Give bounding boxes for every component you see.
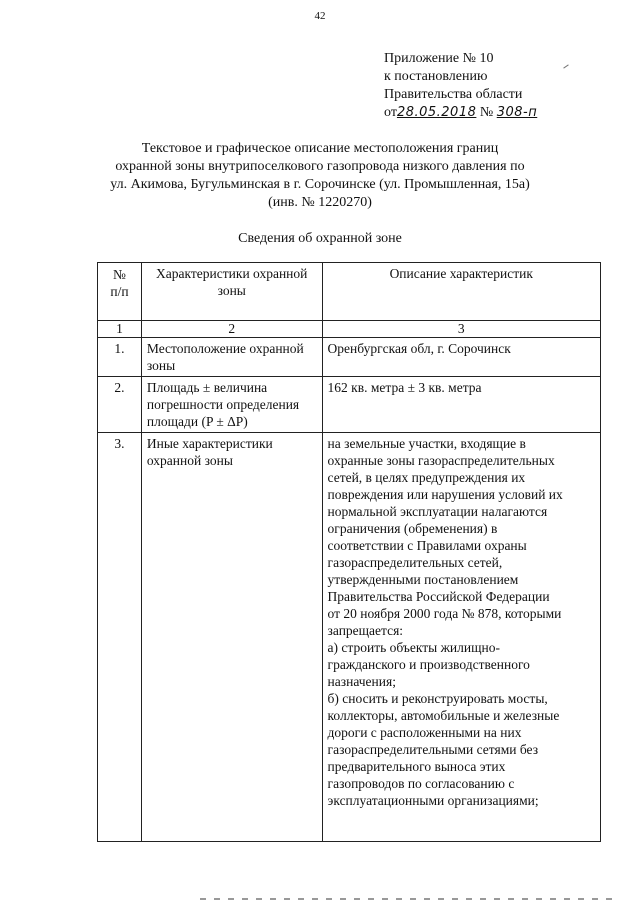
column-number-1: 1 <box>98 321 142 338</box>
table-row <box>98 433 601 842</box>
date-prefix: от <box>384 105 397 120</box>
row-description: Оренбургская обл, г. Сорочинск <box>322 338 600 377</box>
title-line-2: охранной зоны внутрипоселкового газопровода низкого давления по <box>115 159 525 174</box>
appendix-line-1: Приложение № 10 <box>384 51 494 66</box>
row-description: 162 кв. метра ± 3 кв. метра <box>322 377 600 433</box>
title-line-3: ул. Акимова, Бугульминская в г. Сорочинске (ул. Промышленная, 15а) <box>110 177 530 192</box>
zone-table <box>97 262 601 842</box>
column-number-2: 2 <box>141 321 322 338</box>
row-num: 3. <box>98 433 142 842</box>
row-characteristic: Местоположение охранной зоны <box>141 338 322 377</box>
table-header-row <box>98 263 601 321</box>
document-title <box>60 140 580 212</box>
header-description: Описание характеристик <box>322 263 600 321</box>
title-line-1: Текстовое и графическое описание местоположения границ <box>141 141 499 156</box>
appendix-block <box>384 50 537 122</box>
handwritten-date: 28.05.2018 <box>396 105 477 120</box>
row-characteristic: Площадь ± величина погрешности определения площади (P ± ΔP) <box>141 377 322 433</box>
number-prefix: № <box>479 105 494 120</box>
table-row <box>98 377 601 433</box>
column-number-row <box>98 321 601 338</box>
row-characteristic: Иные характеристики охранной зоны <box>141 433 322 842</box>
appendix-date-line <box>384 104 537 122</box>
handwritten-number: 308-п <box>496 105 538 120</box>
column-number-3: 3 <box>322 321 600 338</box>
table-row <box>98 338 601 377</box>
appendix-line-2: к постановлению <box>384 69 488 84</box>
section-subtitle: Сведения об охранной зоне <box>238 231 402 246</box>
row-num: 2. <box>98 377 142 433</box>
row-description: на земельные участки, входящие в охранные зоны газораспределительных сетей, в целях предупреждения их повреждения или нарушения условий их нормальной эксплуатации налагаются ограничения (обременения) в соответствии с Правилами охраны газораспределительных сетей, утвержденными постановлением Правительства Российской Федерации от 20 ноября 2000 года № 878, которыми запрещается: а) строить объекты жилищно- гражданского и производственного назначения; б) сносить и реконструировать мосты, коллекторы, автомобильные и железные дороги с расположенными на них газораспределительными сетями без предварительного выноса этих газопроводов по согласованию с эксплуатационными организациями; <box>322 433 600 842</box>
appendix-line-3: Правительства области <box>384 87 523 102</box>
row-num: 1. <box>98 338 142 377</box>
title-line-4: (инв. № 1220270) <box>268 195 372 210</box>
header-characteristic: Характеристики охранной зоны <box>141 263 322 321</box>
cropped-footer-line <box>200 898 620 900</box>
pen-mark <box>563 64 568 68</box>
header-num: № п/п <box>98 263 142 321</box>
page-number: 42 <box>314 10 326 22</box>
